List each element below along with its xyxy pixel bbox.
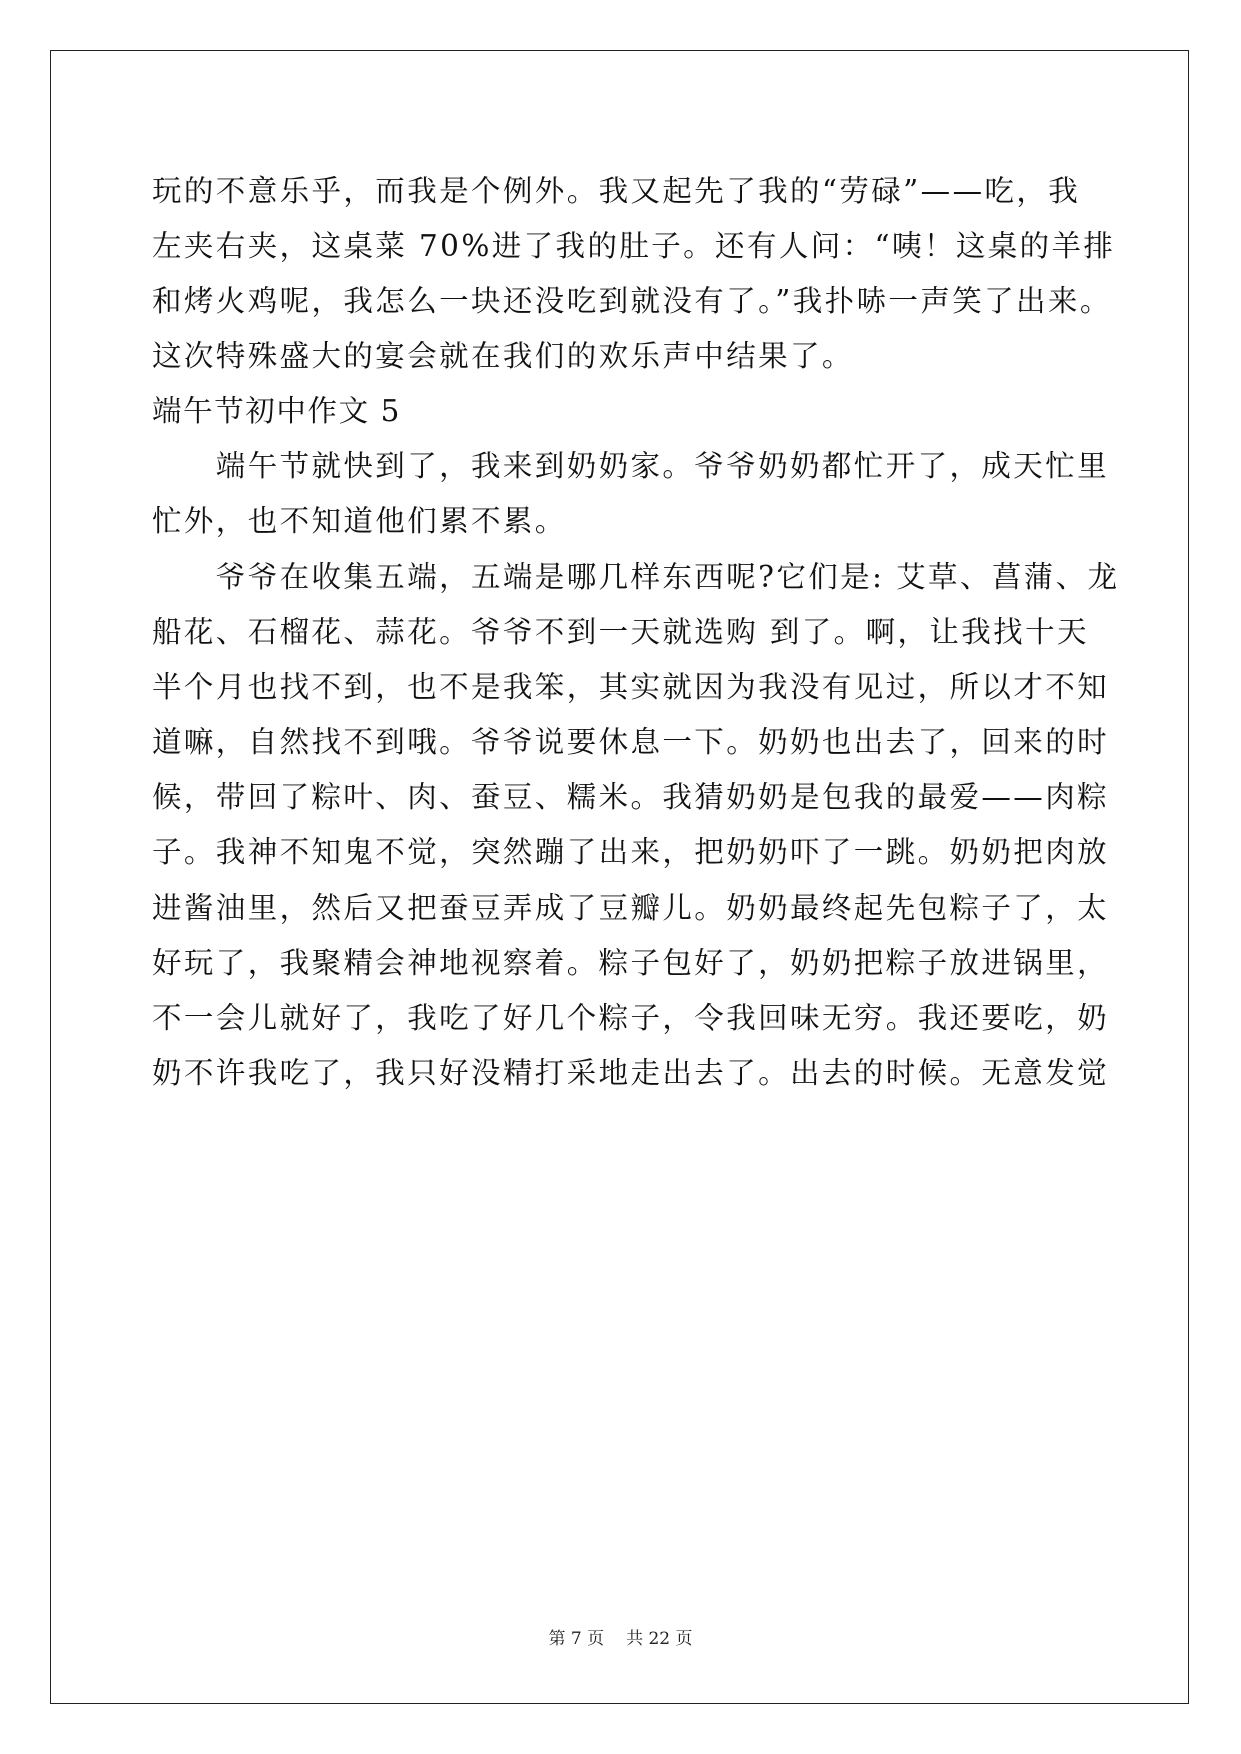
text-line: 道嘛，自然找不到哦。爷爷说要休息一下。奶奶也出去了，回来的时 (152, 725, 1110, 759)
text-line: 好玩了，我聚精会神地视察着。粽子包好了，奶奶把粽子放进锅里， (152, 946, 1110, 980)
text-line: 左夹右夹，这桌菜 70%进了我的肚子。还有人问：“咦！这桌的羊排 (152, 229, 1116, 263)
text-line: 爷爷在收集五端，五端是哪几样东西呢?它们是: 艾草、菖蒲、龙 (152, 560, 1120, 594)
text-line: 玩的不意乐乎，而我是个例外。我又起先了我的“劳碌”——吃，我 (152, 174, 1081, 208)
text-line: 端午节就快到了，我来到奶奶家。爷爷奶奶都忙开了，成天忙里 (152, 449, 1110, 483)
page-number: 第 7 页 (548, 1629, 605, 1649)
page-total: 共 22 页 (626, 1629, 693, 1649)
text-line: 子。我神不知鬼不觉，突然蹦了出来，把奶奶吓了一跳。奶奶把肉放 (152, 835, 1110, 869)
text-line: 进酱油里，然后又把蚕豆弄成了豆瓣儿。奶奶最终起先包粽子了，太 (152, 891, 1110, 925)
text-line: 奶不许我吃了，我只好没精打采地走出去了。出去的时候。无意发觉 (152, 1056, 1110, 1090)
text-line: 这次特殊盛大的宴会就在我们的欢乐声中结果了。 (152, 339, 854, 373)
section-heading: 端午节初中作文 5 (152, 394, 402, 428)
text-line: 候，带回了粽叶、肉、蚕豆、糯米。我猜奶奶是包我的最爱——肉粽 (152, 780, 1110, 814)
text-line: 半个月也找不到，也不是我笨，其实就因为我没有见过，所以才不知 (152, 670, 1110, 704)
text-line: 不一会儿就好了，我吃了好几个粽子，令我回味无穷。我还要吃，奶 (152, 1001, 1110, 1035)
page-footer (0, 1628, 1241, 1650)
text-line: 和烤火鸡呢，我怎么一块还没吃到就没有了。”我扑哧一声笑了出来。 (152, 284, 1112, 318)
text-line: 船花、石榴花、蒜花。爷爷不到一天就选购 到了。啊，让我找十天 (152, 615, 1089, 649)
text-line: 忙外，也不知道他们累不累。 (152, 504, 567, 538)
